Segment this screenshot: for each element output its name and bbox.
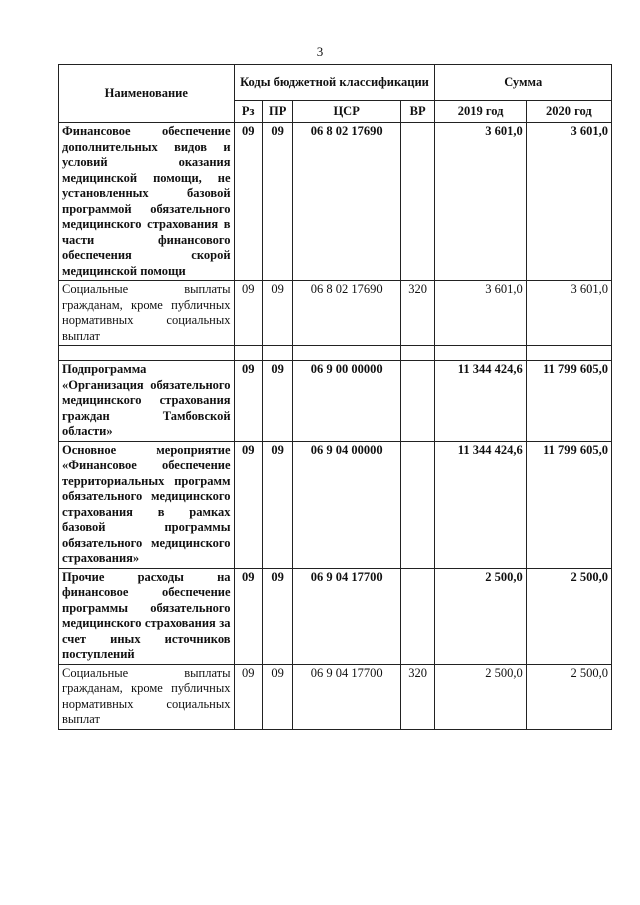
table-row: [59, 568, 612, 664]
row-2020: 11 799 605,0: [526, 361, 611, 442]
header-csr: ЦСР: [293, 101, 401, 123]
row-csr: 06 9 00 00000: [293, 361, 401, 442]
row-rz: 09: [234, 123, 262, 281]
row-name: Финансовое обеспечение дополнительных видов и условий оказания медицинской помощи, не установленных базовой программой обязательного медицинского страхования в части финансового обеспечения скорой медицинской помощи: [59, 123, 235, 281]
row-pr: 09: [262, 123, 292, 281]
budget-table: [58, 64, 612, 730]
header-pr: ПР: [262, 101, 292, 123]
row-vr: [400, 123, 434, 281]
row-2019: 11 344 424,6: [435, 361, 526, 442]
row-rz: 09: [234, 441, 262, 568]
row-rz: 09: [234, 664, 262, 729]
row-pr: 09: [262, 441, 292, 568]
table-row: [59, 361, 612, 442]
table-row: [59, 123, 612, 281]
row-csr: 06 8 02 17690: [293, 281, 401, 346]
row-2019: 2 500,0: [435, 568, 526, 664]
row-csr: 06 8 02 17690: [293, 123, 401, 281]
row-2020: 2 500,0: [526, 568, 611, 664]
row-pr: 09: [262, 281, 292, 346]
row-vr: [400, 441, 434, 568]
row-csr: 06 9 04 17700: [293, 664, 401, 729]
row-name: Прочие расходы на финансовое обеспечение программы обязательного медицинского страхования за счет иных источников поступлений: [59, 568, 235, 664]
row-rz: 09: [234, 568, 262, 664]
row-rz: 09: [234, 361, 262, 442]
row-2019: 11 344 424,6: [435, 441, 526, 568]
row-2020: 3 601,0: [526, 281, 611, 346]
row-csr: 06 9 04 17700: [293, 568, 401, 664]
header-rz: Рз: [234, 101, 262, 123]
row-vr: [400, 361, 434, 442]
row-name: Основное мероприятие «Финансовое обеспечение территориальных программ обязательного медицинского страхования в рамках базовой программы обязательного медицинского страхования»: [59, 441, 235, 568]
row-vr: 320: [400, 664, 434, 729]
row-2020: 2 500,0: [526, 664, 611, 729]
header-codes: Коды бюджетной классификации: [234, 65, 435, 101]
row-2020: 11 799 605,0: [526, 441, 611, 568]
header-sum: Сумма: [435, 65, 612, 101]
row-pr: 09: [262, 664, 292, 729]
row-2019: 2 500,0: [435, 664, 526, 729]
table-row: [59, 664, 612, 729]
page-number: 3: [316, 44, 324, 59]
row-2019: 3 601,0: [435, 281, 526, 346]
table-row: [59, 281, 612, 346]
row-pr: 09: [262, 568, 292, 664]
header-2020: 2020 год: [526, 101, 611, 123]
row-name: Подпрограмма «Организация обязательного медицинского страхования граждан Тамбовской области»: [59, 361, 235, 442]
row-csr: 06 9 04 00000: [293, 441, 401, 568]
row-vr: 320: [400, 281, 434, 346]
header-2019: 2019 год: [435, 101, 526, 123]
row-rz: 09: [234, 281, 262, 346]
row-vr: [400, 568, 434, 664]
header-name: Наименование: [59, 65, 235, 123]
row-2019: 3 601,0: [435, 123, 526, 281]
row-pr: 09: [262, 361, 292, 442]
header-vr: ВР: [400, 101, 434, 123]
row-name: Социальные выплаты гражданам, кроме публичных нормативных социальных выплат: [59, 664, 235, 729]
table-row: [59, 441, 612, 568]
row-name: Социальные выплаты гражданам, кроме публичных нормативных социальных выплат: [59, 281, 235, 346]
table-spacer-row: [59, 346, 612, 361]
row-2020: 3 601,0: [526, 123, 611, 281]
